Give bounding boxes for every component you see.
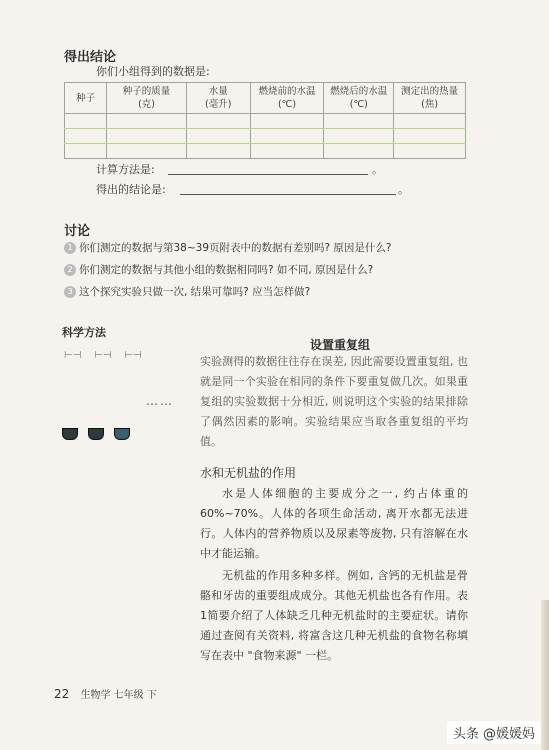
header-temp-before: 燃烧前的水温 (℃) [250,83,324,114]
conclusion-blank [180,194,396,195]
table-row [65,114,466,129]
header-seed: 种子 [65,83,107,114]
page-footer [54,686,157,701]
water-text: 水是人体细胞的主要成分之一, 约占体重的60%~70%。人体的各项生命活动, 离开水都无法进行。人体内的营养物质以及尿素等废物, 只有溶解在水中才能运输。 [200,487,468,560]
table-intro: 你们小组得到的数据是: [96,65,210,78]
header-heat: 测定出的热量 (焦) [394,83,466,114]
discussion-item: 1 你们测定的数据与第38~39页附表中的数据有差别吗? 原因是什么? [64,240,392,255]
header-seed-mass: 种子的质量 (克) [107,83,187,114]
discussion-title: 讨论 [64,224,91,239]
water-section-title: 水和无机盐的作用 [200,466,297,480]
section-title: 得出结论 [64,50,117,65]
salt-text: 无机盐的作用多种多样。例如, 含钙的无机盐是骨骼和牙齿的重要组成成分。其他无机盐也各有作用。表1简要介绍了人体缺乏几种无机盐时的主要症状。请你通过查阅有关资料, 将富含这几种无机盐的食物名称填写在表中 "食物来源" 一栏。 [200,569,468,662]
book-title: 生物学 七年级 下 [80,690,157,701]
repeat-group-text: 实验测得的数据往往存在误差, 因此需要设置重复组, 也就是同一个实验在相同的条件下要重复做几次。如果重复组的实验数据十分相近, 则说明这个实验的结果排除了偶然因素的影响。实验结果应当取各重复组的平均值。 [200,355,468,448]
beaker-icon [114,428,130,440]
textbook-page: 得出结论 你们小组得到的数据是: 种子 种子的质量 (克) 水量 (毫升) 燃烧前的水温 (℃) 燃烧后的水温 (℃) 测定出的热量 (焦) 计算方法是: 。 得出的结论是: 。 讨论 1 你们测定的数据与第38~39页附表中的数据有差别吗? 原因是什么? 2 你们测定的数据与其他小组的数据相同吗? 如不同, 原因是什么? 3 这个探究实验只做一次, 结果可靠吗? 应当怎样做? 科学方法 ⊢⊣ ⊢⊣ ⊢⊣ …… 设置重复组 实验测得的数据往往存在误差, 因此需要设置重复组, 也就是同一个实验在相同的条件下要重复做几次。如果重复组的实验数据十分相近, 则说明这个实验的结果排除了偶然因素的影响。实验结果应当取各重复组的平均值。 水和无机盐的作用 水是人体细胞的主要成分之一, 约占体重的60%~70%。人体的各项生命活动, 离开水都无法进行。人体内的营养物质以及尿素等废物, 只有溶解在水中才能运输。 无机盐的作用多种多样。例如, 含钙的无机盐是骨骼和牙齿的重要组成成分。其他无机盐也各有作用。表1简要介绍了人体缺乏几种无机盐时的主要症状。请你通过查阅有关资料, 将富含这几种无机盐的食物名称填写在表中 "食物来源" 一栏。 22 生物学 七年级 下 头条 @媛媛妈 [0,0,549,750]
page-edge-shadow [541,600,549,750]
beaker-icon [88,428,104,440]
discussion-item: 3 这个探究实验只做一次, 结果可靠吗? 应当怎样做? [64,284,310,299]
beaker-icon [62,428,78,440]
header-water-volume: 水量 (毫升) [186,83,250,114]
discussion-item: 2 你们测定的数据与其他小组的数据相同吗? 如不同, 原因是什么? [64,262,373,277]
table-row [65,144,466,159]
beaker-illustration [62,428,130,440]
calc-method-label: 计算方法是: [96,163,155,176]
header-temp-after: 燃烧后的水温 (℃) [324,83,394,114]
illustration-labels: ⊢⊣ ⊢⊣ ⊢⊣ [64,350,142,361]
page-number: 22 [54,687,70,701]
conclusion-label: 得出的结论是: [96,183,166,196]
watermark: 头条 @媛媛妈 [447,721,541,744]
table-row [65,129,466,144]
ellipsis-dots: …… [146,394,174,408]
table-header-row [65,83,466,114]
data-table [64,82,466,159]
repeat-group-title: 设置重复组 [310,338,371,352]
science-method-title: 科学方法 [62,326,106,339]
calc-method-blank [168,174,368,175]
